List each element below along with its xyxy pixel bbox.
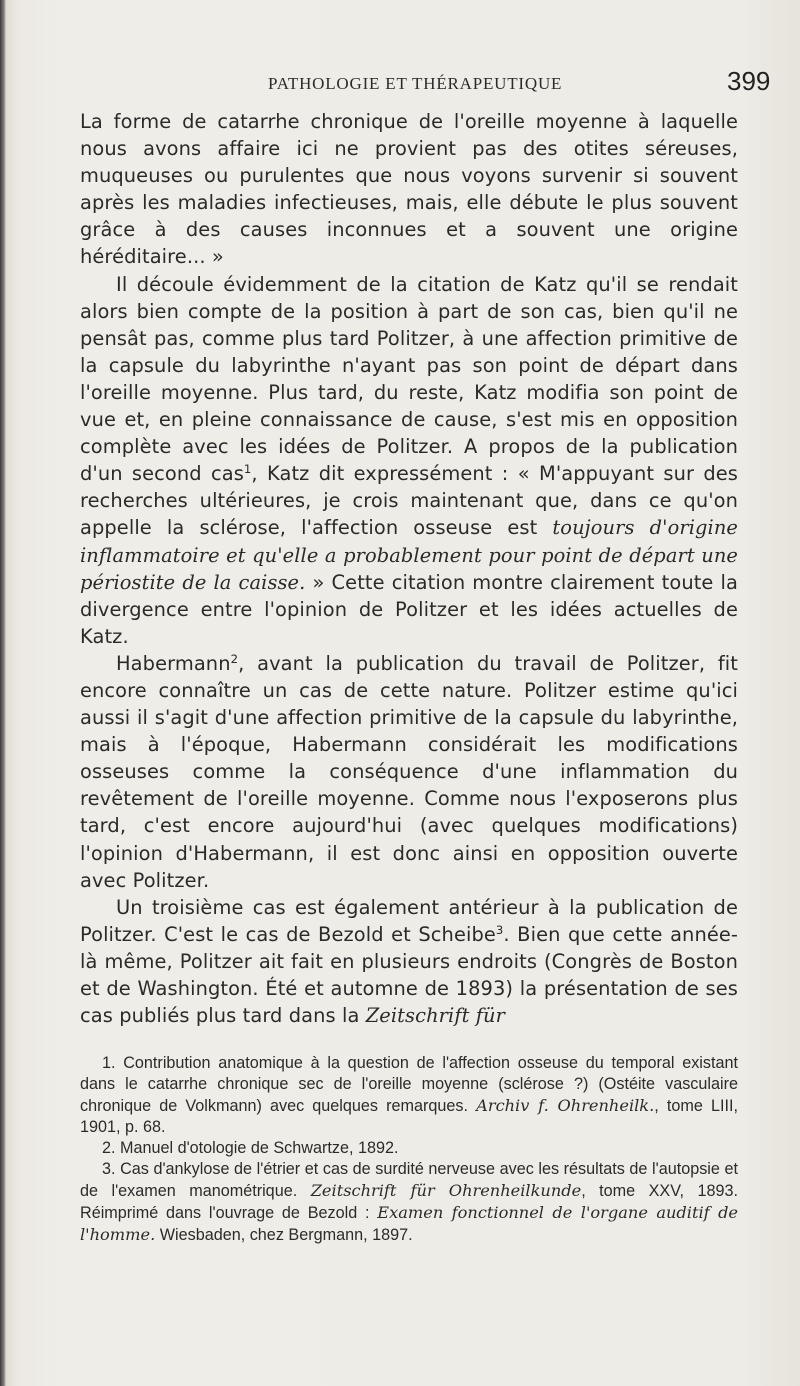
footnote-ref-2: 2 [230,651,239,666]
footnote-2 [80,1138,738,1159]
paragraph-3 [80,650,738,894]
footnote-ref-1: 1 [243,462,252,477]
footnote-1-text-b: , tome LIII, 1901, p. 68. [80,1097,738,1136]
paragraph-2-text-b: , Katz dit expressément : « M'appuyant sur des recherches ultérieures, je crois maintenant que, dans ce qu'on appelle la sclérose, l'affection osseuse est [80,462,738,540]
page-header [0,66,800,100]
footnote-3-text-c: Wiesbaden, chez Bergmann, 1897. [159,1226,413,1244]
paragraph-2-text-c: » Cette citation montre clairement toute la divergence entre l'opinion de Politzer et les idées actuelles de Katz. [80,570,739,648]
page-number: 399 [727,66,771,96]
paragraph-1-text: La forme de catarrhe chronique de l'oreille moyenne à laquelle nous avons affaire ici ne provient pas des otites séreuses, muqueuses ou purulentes que nous voyons survenir si souvent après les maladies infectieuses, mais, elle débute le plus souvent grâce à des causes inconnues et a souvent une origine héréditaire... » [80,110,738,269]
paragraph-1 [80,108,738,271]
footnote-1-journal: Archiv f. Ohrenheilk. [476,1096,655,1115]
paragraph-2 [80,271,738,650]
paragraph-4 [80,894,738,1029]
footnote-3-book-title: Examen fonctionnel de l'organe auditif de l'homme. [80,1203,739,1244]
paragraph-4-text-a: Un troisième cas est également antérieur à la publication de Politzer. C'est le cas de Bezold et Scheibe [80,895,738,946]
paragraph-3-text-b: , avant la publication du travail de Politzer, fit encore connaître un cas de cette nature. Politzer estime qu'ici aussi il s'agit d'une affection primitive de la capsule du labyrinthe, mais à l'époque, Habermann considérait les modifications osseuses comme la conséquence d'une inflammation du revêtement de l'oreille moyenne. Comme nous l'exposerons plus tard, c'est encore aujourd'hui (avec quelques modifications) l'opinion d'Habermann, il est donc ainsi en opposition ouverte avec Politzer. [80,651,738,892]
footnote-3-text-b: , tome XXV, 1893. Réimprimé dans l'ouvrage de Bezold : [80,1182,739,1222]
main-text [80,108,738,1029]
paragraph-4-italic-title: Zeitschrift für [365,1004,505,1028]
paragraph-3-text-a: Habermann [116,651,231,675]
paragraph-4-text-b: . Bien que cette année-là même, Politzer ait fait en plusieurs endroits (Congrès de Boston et de Washington. Été et automne de 1893) la présentation de ses cas publiés plus tard dans la [80,922,738,1028]
footnotes [80,1053,738,1246]
book-spine-shadow [0,0,6,1386]
running-title: PATHOLOGIE ET THÉRAPEUTIQUE [268,74,563,93]
footnote-3-text-a: 3. Cas d'ankylose de l'étrier et cas de surdité nerveuse avec les résultats de l'autopsie et de l'examen manométrique. [80,1160,738,1200]
paragraph-2-text-a: Il découle évidemment de la citation de Katz qu'il se rendait alors bien compte de la position à part de son cas, bien qu'il ne pensât pas, comme plus tard Politzer, à une affection primitive de la capsule du labyrinthe n'ayant pas son point de départ dans l'oreille moyenne. Plus tard, du reste, Katz modifia son point de vue et, en pleine connaissance de cause, s'est mis en opposition complète avec les idées de Politzer. A propos de la publication d'un second cas [80,272,738,486]
footnote-ref-3: 3 [495,922,504,937]
footnote-3-journal: Zeitschrift für Ohrenheilkunde [310,1181,582,1200]
paragraph-2-italic-quote: toujours d'origine inflammatoire et qu'elle a probablement pour point de départ une périostite de la caisse. [80,516,738,594]
footnote-1-text-a: 1. Contribution anatomique à la question de l'affection osseuse du temporal existant dans le catarrhe chronique sec de l'oreille moyenne (sclérose ?) (Ostéite vasculaire chronique de Volkmann) avec quelques remarques. [80,1054,738,1115]
footnote-1 [80,1053,738,1138]
footnote-2-text: 2. Manuel d'otologie de Schwartze, 1892. [102,1139,399,1157]
footnote-3 [80,1159,738,1246]
